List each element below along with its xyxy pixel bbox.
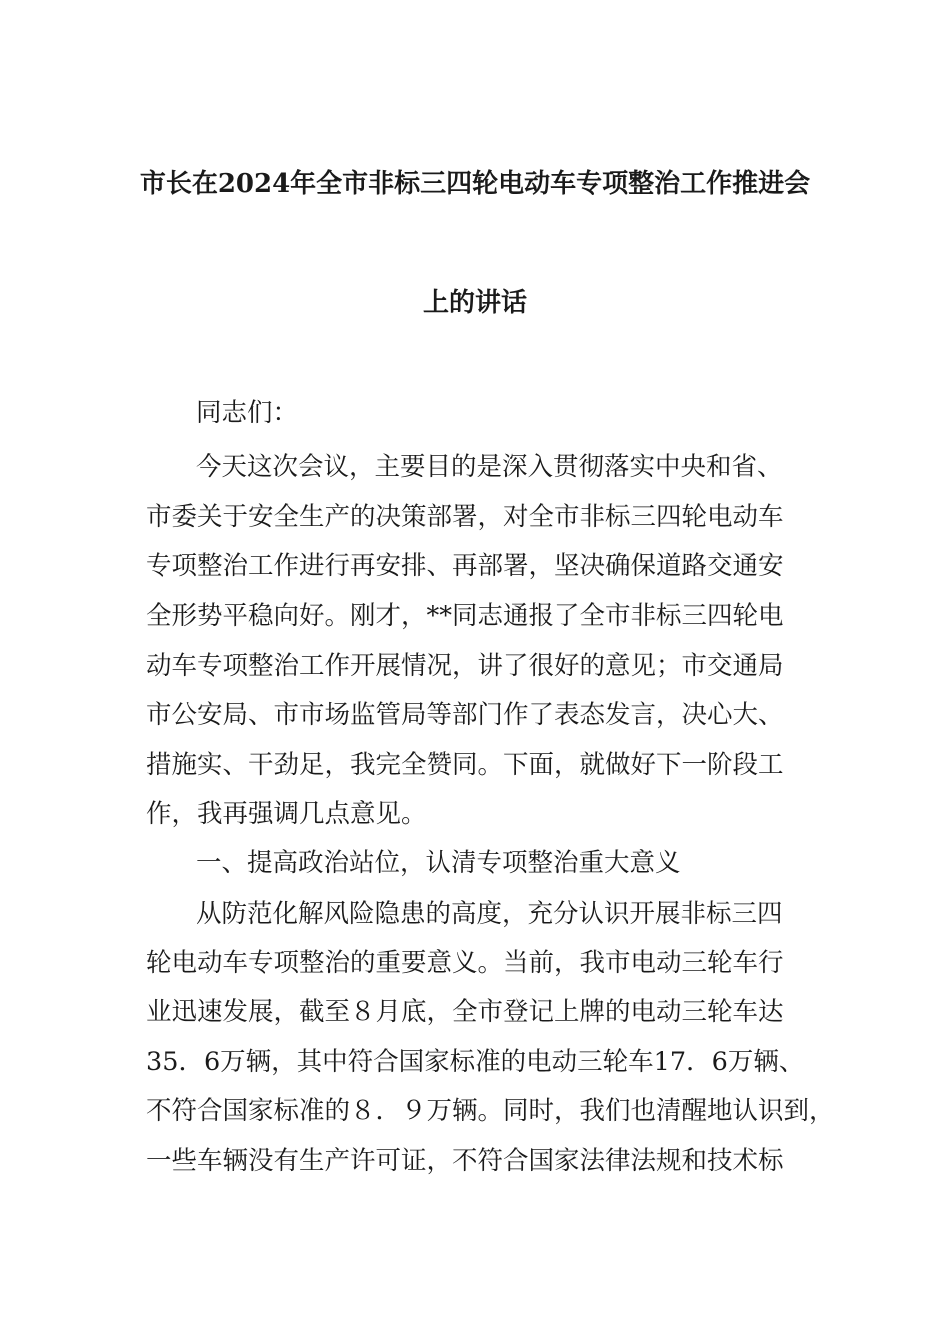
paragraph-line: 今天这次会议，主要目的是深入贯彻落实中央和省、 [196,452,783,482]
paragraph-line: 从防范化解风险隐患的高度，充分认识开展非标三四 [196,899,783,929]
paragraph-line: 专项整治工作进行再安排、再部署，坚决确保道路交通安 [146,551,784,581]
paragraph-line: 市公安局、市市场监管局等部门作了表态发言，决心大、 [146,700,784,730]
paragraph-line: 35．6万辆，其中符合国家标准的电动三轮车17．6万辆、 [146,1047,805,1077]
paragraph-line: 措施实、干劲足，我完全赞同。下面，就做好下一阶段工 [146,750,784,780]
paragraph-line: 全形势平稳向好。刚才，**同志通报了全市非标三四轮电 [146,601,784,631]
paragraph-line: 业迅速发展，截至８月底，全市登记上牌的电动三轮车达 [146,997,784,1027]
paragraph-line: 动车专项整治工作开展情况，讲了很好的意见；市交通局 [146,651,784,681]
paragraph-line: 市委关于安全生产的决策部署，对全市非标三四轮电动车 [146,502,784,532]
paragraph-line: 一些车辆没有生产许可证，不符合国家法律法规和技术标 [146,1146,784,1176]
document-title-line-2: 上的讲话 [422,288,527,318]
paragraph-line: 作，我再强调几点意见。 [146,799,427,829]
salutation: 同志们： [196,398,299,428]
paragraph-line: 不符合国家标准的８．９万辆。同时，我们也清醒地认识到， [146,1096,835,1126]
section-heading: 一、提高政治站位，认清专项整治重大意义 [196,848,681,878]
document-title-line-1: 市长在2024年全市非标三四轮电动车专项整治工作推进会 [139,169,811,199]
paragraph-line: 轮电动车专项整治的重要意义。当前，我市电动三轮车行 [146,948,784,978]
